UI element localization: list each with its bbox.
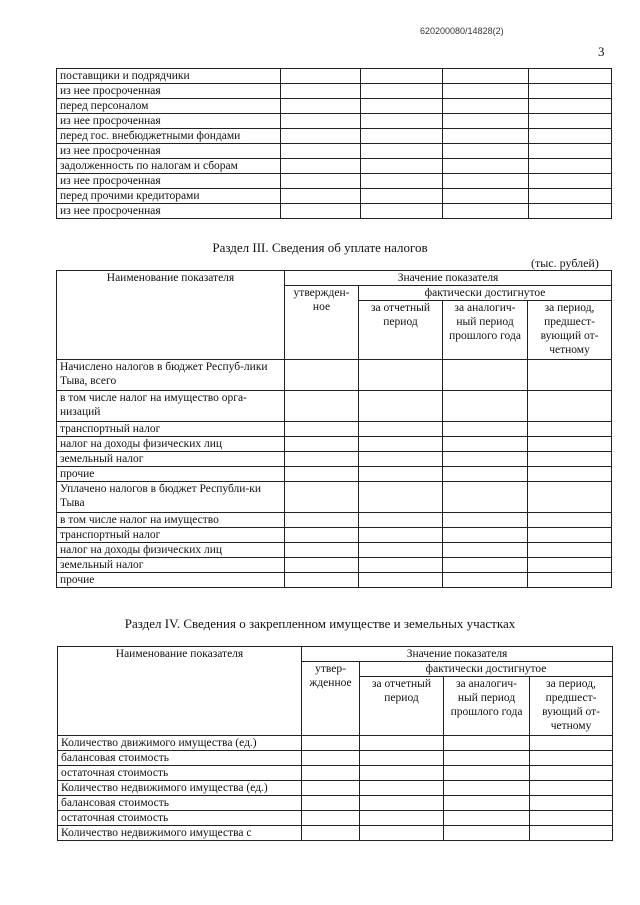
value-cell <box>281 114 361 129</box>
table-row <box>57 513 612 528</box>
value-cell <box>443 204 529 219</box>
header-indicator-value: Значение показателя <box>285 271 612 286</box>
value-cell <box>443 129 529 144</box>
header-indicator-name: Наименование показателя <box>57 271 285 360</box>
table-row <box>57 129 612 144</box>
row-label: прочие <box>57 467 285 482</box>
row-label: из нее просроченная <box>57 144 281 159</box>
table-row <box>57 189 612 204</box>
table-row <box>57 422 612 437</box>
table-row <box>58 826 613 841</box>
value-cell <box>443 84 529 99</box>
value-cell <box>530 781 613 796</box>
row-label: из нее просроченная <box>57 204 281 219</box>
value-cell <box>443 513 528 528</box>
value-cell <box>285 558 359 573</box>
value-cell <box>359 437 443 452</box>
row-label: перед гос. внебюджетными фондами <box>57 129 281 144</box>
header-preceding-period: за период, предшест-вующий от-четному <box>528 301 612 360</box>
value-cell <box>443 558 528 573</box>
value-cell <box>529 204 612 219</box>
value-cell <box>530 766 613 781</box>
value-cell <box>528 482 612 513</box>
taxes-table <box>56 270 612 588</box>
value-cell <box>285 573 359 588</box>
table-row <box>57 482 612 513</box>
table-row <box>57 84 612 99</box>
table-row <box>58 811 613 826</box>
value-cell <box>443 482 528 513</box>
value-cell <box>281 159 361 174</box>
row-label: Уплачено налогов в бюджет Республи-ки Тыва <box>57 482 285 513</box>
value-cell <box>285 452 359 467</box>
row-label: в том числе налог на имущество <box>57 513 285 528</box>
value-cell <box>360 796 444 811</box>
table-row <box>57 144 612 159</box>
value-cell <box>444 811 530 826</box>
value-cell <box>361 84 443 99</box>
row-label: транспортный налог <box>57 528 285 543</box>
header-indicator-value: Значение показателя <box>302 647 613 662</box>
row-label: транспортный налог <box>57 422 285 437</box>
table-row <box>58 751 613 766</box>
value-cell <box>359 528 443 543</box>
row-label: из нее просроченная <box>57 84 281 99</box>
table-row <box>57 573 612 588</box>
value-cell <box>361 189 443 204</box>
row-label: балансовая стоимость <box>58 796 302 811</box>
row-label: Начислено налогов в бюджет Респуб-лики Тыва, всего <box>57 360 285 391</box>
value-cell <box>360 781 444 796</box>
document-number: 620200080/14828(2) <box>420 26 504 36</box>
value-cell <box>361 129 443 144</box>
row-label: остаточная стоимость <box>58 811 302 826</box>
value-cell <box>285 437 359 452</box>
value-cell <box>443 391 528 422</box>
value-cell <box>359 543 443 558</box>
table-row <box>57 528 612 543</box>
value-cell <box>281 69 361 84</box>
value-cell <box>360 826 444 841</box>
value-cell <box>285 391 359 422</box>
value-cell <box>302 766 360 781</box>
header-approved: утвержден-ное <box>285 286 359 360</box>
value-cell <box>530 751 613 766</box>
table-row <box>57 452 612 467</box>
value-cell <box>528 573 612 588</box>
table-row <box>57 543 612 558</box>
section4-title: Раздел IV. Сведения о закрепленном имуществе и земельных участках <box>124 616 516 631</box>
header-actual: фактически достигнутое <box>359 286 612 301</box>
value-cell <box>443 159 529 174</box>
value-cell <box>529 129 612 144</box>
value-cell <box>443 422 528 437</box>
value-cell <box>285 467 359 482</box>
row-label: перед персоналом <box>57 99 281 114</box>
value-cell <box>359 467 443 482</box>
value-cell <box>359 482 443 513</box>
value-cell <box>443 99 529 114</box>
value-cell <box>529 99 612 114</box>
value-cell <box>443 114 529 129</box>
row-label: земельный налог <box>57 558 285 573</box>
value-cell <box>302 751 360 766</box>
header-prev-year-period: за аналогич-ный период прошлого года <box>443 301 528 360</box>
value-cell <box>443 174 529 189</box>
value-cell <box>285 360 359 391</box>
row-label: в том числе налог на имущество орга-низаций <box>57 391 285 422</box>
row-label: задолженность по налогам и сборам <box>57 159 281 174</box>
value-cell <box>281 99 361 114</box>
value-cell <box>302 796 360 811</box>
value-cell <box>529 69 612 84</box>
value-cell <box>444 796 530 811</box>
liabilities-table-body <box>57 69 612 219</box>
value-cell <box>285 528 359 543</box>
row-label: Количество недвижимого имущества (ед.) <box>58 781 302 796</box>
row-label: налог на доходы физических лиц <box>57 437 285 452</box>
table-row <box>57 69 612 84</box>
value-cell <box>443 189 529 204</box>
row-label: Количество недвижимого имущества с <box>58 826 302 841</box>
header-report-period: за отчетный период <box>359 301 443 360</box>
value-cell <box>359 513 443 528</box>
row-label: балансовая стоимость <box>58 751 302 766</box>
value-cell <box>361 204 443 219</box>
table-row <box>57 174 612 189</box>
row-label: из нее просроченная <box>57 114 281 129</box>
table-row <box>58 736 613 751</box>
value-cell <box>360 811 444 826</box>
row-label: перед прочими кредиторами <box>57 189 281 204</box>
table-row <box>57 159 612 174</box>
value-cell <box>361 99 443 114</box>
row-label: из нее просроченная <box>57 174 281 189</box>
value-cell <box>281 84 361 99</box>
row-label: прочие <box>57 573 285 588</box>
value-cell <box>361 144 443 159</box>
value-cell <box>443 437 528 452</box>
section3-title: Раздел III. Сведения об уплате налогов <box>212 240 428 255</box>
value-cell <box>530 826 613 841</box>
value-cell <box>281 204 361 219</box>
value-cell <box>361 159 443 174</box>
value-cell <box>360 751 444 766</box>
liabilities-table <box>56 68 612 219</box>
value-cell <box>361 69 443 84</box>
header-prev-year-period: за аналогич-ный период прошлого года <box>444 677 530 736</box>
value-cell <box>528 543 612 558</box>
value-cell <box>444 751 530 766</box>
value-cell <box>443 452 528 467</box>
value-cell <box>443 360 528 391</box>
taxes-table-body <box>57 360 612 588</box>
value-cell <box>528 360 612 391</box>
value-cell <box>530 811 613 826</box>
row-label: земельный налог <box>57 452 285 467</box>
value-cell <box>528 513 612 528</box>
property-table <box>57 646 613 841</box>
value-cell <box>443 467 528 482</box>
value-cell <box>302 826 360 841</box>
value-cell <box>359 391 443 422</box>
value-cell <box>281 144 361 159</box>
value-cell <box>361 174 443 189</box>
value-cell <box>528 422 612 437</box>
header-indicator-name: Наименование показателя <box>58 647 302 736</box>
value-cell <box>443 573 528 588</box>
units-label: (тыс. рублей) <box>531 256 599 270</box>
value-cell <box>285 422 359 437</box>
value-cell <box>530 796 613 811</box>
value-cell <box>444 766 530 781</box>
value-cell <box>443 543 528 558</box>
value-cell <box>528 558 612 573</box>
value-cell <box>528 452 612 467</box>
value-cell <box>360 736 444 751</box>
value-cell <box>529 84 612 99</box>
value-cell <box>443 528 528 543</box>
value-cell <box>444 826 530 841</box>
value-cell <box>359 422 443 437</box>
table-row <box>57 437 612 452</box>
table-row <box>58 781 613 796</box>
value-cell <box>528 467 612 482</box>
value-cell <box>528 437 612 452</box>
row-label: Количество движимого имущества (ед.) <box>58 736 302 751</box>
value-cell <box>302 736 360 751</box>
table-row <box>57 391 612 422</box>
value-cell <box>281 189 361 204</box>
value-cell <box>529 189 612 204</box>
row-label: налог на доходы физических лиц <box>57 543 285 558</box>
value-cell <box>302 811 360 826</box>
value-cell <box>529 144 612 159</box>
table-row <box>57 558 612 573</box>
table-row <box>58 766 613 781</box>
value-cell <box>359 573 443 588</box>
value-cell <box>302 781 360 796</box>
header-approved: утвер-жденное <box>302 662 360 736</box>
value-cell <box>528 391 612 422</box>
value-cell <box>528 528 612 543</box>
row-label: поставщики и подрядчики <box>57 69 281 84</box>
page-number: 3 <box>598 44 605 59</box>
value-cell <box>361 114 443 129</box>
row-label: остаточная стоимость <box>58 766 302 781</box>
value-cell <box>285 513 359 528</box>
value-cell <box>444 736 530 751</box>
value-cell <box>443 69 529 84</box>
value-cell <box>530 736 613 751</box>
property-table-body <box>58 736 613 841</box>
value-cell <box>281 174 361 189</box>
table-row <box>57 114 612 129</box>
table-row <box>57 99 612 114</box>
table-row <box>58 796 613 811</box>
value-cell <box>444 781 530 796</box>
header-preceding-period: за период, предшест-вующий от-четному <box>530 677 613 736</box>
value-cell <box>529 159 612 174</box>
value-cell <box>529 114 612 129</box>
value-cell <box>285 482 359 513</box>
value-cell <box>360 766 444 781</box>
value-cell <box>529 174 612 189</box>
value-cell <box>443 144 529 159</box>
value-cell <box>359 452 443 467</box>
table-row <box>57 360 612 391</box>
header-actual: фактически достигнутое <box>360 662 613 677</box>
table-row <box>57 204 612 219</box>
value-cell <box>285 543 359 558</box>
table-row <box>57 467 612 482</box>
value-cell <box>359 360 443 391</box>
value-cell <box>359 558 443 573</box>
value-cell <box>281 129 361 144</box>
header-report-period: за отчетный период <box>360 677 444 736</box>
